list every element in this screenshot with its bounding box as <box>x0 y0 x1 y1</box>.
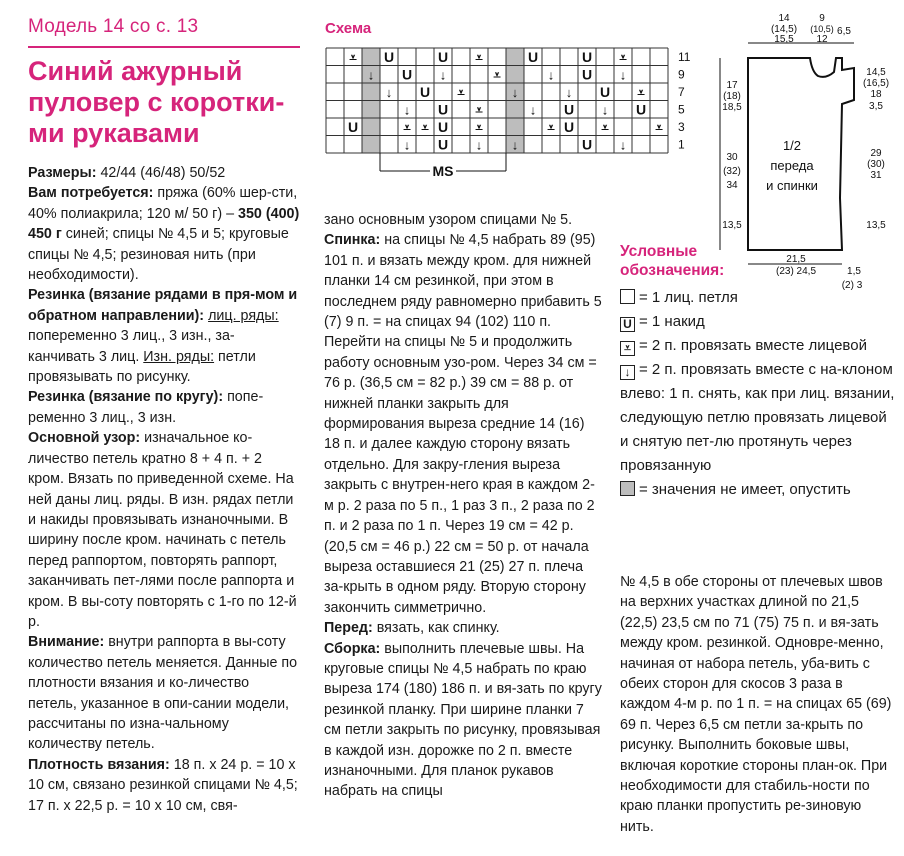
chart-row-number: 1 <box>678 137 685 152</box>
legend-title: Условные обозначения: <box>620 243 725 279</box>
schematic-label: (18) <box>723 91 741 102</box>
yarn-over-icon: U <box>635 101 647 118</box>
back-paragraph <box>324 230 602 618</box>
main-pattern-label: Основной узор: <box>28 430 141 447</box>
ssk-icon: ↓ <box>511 84 519 100</box>
yarn-over-icon: U <box>581 136 593 153</box>
chart-row-number: 5 <box>678 102 685 117</box>
chart-grey-cell <box>362 83 380 101</box>
chart-row-number: 9 <box>678 67 685 82</box>
schematic-label: 18 <box>870 89 882 100</box>
ssk-icon: ↓ <box>367 67 375 83</box>
k2tog-icon: ⩡ <box>475 102 483 118</box>
yarn-over-icon: U <box>383 48 395 65</box>
chart-grey-cell <box>506 118 524 136</box>
schematic-label: (32) <box>723 166 741 177</box>
schematic-label: (2) 3 <box>841 280 863 291</box>
k2tog-icon: ⩡ <box>475 119 483 135</box>
legend-item <box>620 334 896 358</box>
yarn-over-icon: U <box>437 48 449 65</box>
title-rule <box>28 46 300 48</box>
k2tog-icon: ⩡ <box>421 119 429 135</box>
k2tog-icon: ⩡ <box>601 119 609 135</box>
density-text: 18 п. х 24 р. = 10 х 10 см, связано резинкой спицами № 4,5; 17 п. х 22,5 р. = 10 х 10 см, свя- <box>28 756 298 814</box>
ssk-icon: ↓ <box>403 137 411 153</box>
materials-text: пряжа (60% шер-сти, 40% полиакрила; 120 м/ 50 г) – <box>28 185 298 222</box>
schematic-label: (30) <box>867 159 885 170</box>
schematic-label: 12 <box>816 34 828 45</box>
legend-item <box>620 310 896 334</box>
sizes-paragraph <box>28 163 300 183</box>
schema-title: Схема <box>325 20 372 37</box>
chart-grey-cell <box>362 118 380 136</box>
sizes-label: Размеры: <box>28 165 97 181</box>
ssk-icon: ↓ <box>403 102 411 118</box>
ssk-icon: ↓ <box>620 365 635 380</box>
chart-grey-cell <box>506 101 524 119</box>
schematic-label: 6,5 <box>837 26 851 37</box>
materials-label: Вам потребуется: <box>28 185 154 202</box>
ms-label: MS <box>432 163 454 179</box>
center-label: переда <box>770 158 814 173</box>
schematic-label: (14,5) <box>770 24 798 35</box>
density-label: Плотность вязания: <box>28 756 170 773</box>
garment-schematic <box>712 8 896 293</box>
schematic-label: 31 <box>870 170 882 181</box>
assembly-label: Сборка: <box>324 640 381 657</box>
schematic-label: 9 <box>819 13 825 24</box>
chart-grey-cell <box>362 48 380 66</box>
k2tog-icon: ⩡ <box>493 67 501 83</box>
materials-paragraph <box>28 183 300 285</box>
k2tog-icon: ⩡ <box>403 119 411 135</box>
ssk-icon: ↓ <box>547 67 555 83</box>
k2tog-icon: ⩡ <box>457 84 465 100</box>
yarn-weight: 350 (400) 450 г <box>28 205 300 243</box>
schematic-label: 13,5 <box>866 220 886 231</box>
ssk-icon: ↓ <box>619 67 627 83</box>
schematic-label: 14 <box>778 13 790 24</box>
materials-text-2: синей; спицы № 4,5 и 5; круговые спицы № 4,5; резиновая нить (при необходимости). <box>28 226 289 284</box>
chart-grey-cell <box>362 101 380 119</box>
k2tog-icon: ⩡ <box>619 49 627 65</box>
assembly-text: выполнить плечевые швы. На круговые спицы № 4,5 набрать по краю выреза 174 (180) 186 п. и вя-зать по кругу резинкой планку. При ширине планки 7 см петли закрыть по рисунку, провязывая в каждой изн. дорожке по 2 п. вместе изнаночными. Для планок рукавов набрать на спицы <box>324 640 602 800</box>
ssk-icon: ↓ <box>529 102 537 118</box>
ssk-icon: ↓ <box>439 67 447 83</box>
body-outline <box>748 58 854 250</box>
yarn-over-icon: U <box>437 118 449 135</box>
chart-row-number: 11 <box>678 50 691 64</box>
rib-flat-ws: Изн. ряды: <box>143 348 215 365</box>
knitting-chart <box>324 46 714 186</box>
schematic-label: 3,5 <box>869 101 883 112</box>
legend-item <box>620 286 896 310</box>
yarn-over-icon: U <box>581 66 593 83</box>
yarn-over-icon: U <box>437 136 449 153</box>
rib-round-label: Резинка (вязание по кругу): <box>28 389 224 406</box>
chart-grey-cell <box>506 66 524 84</box>
schematic-label: 13,5 <box>722 220 742 231</box>
schematic-label: (23) 24,5 <box>775 266 817 277</box>
schematic-label: 14,5 <box>866 67 886 78</box>
no-stitch-icon <box>620 481 635 496</box>
knit-stitch-icon <box>620 289 635 304</box>
schematic-label: 15,5 <box>774 34 794 45</box>
ssk-icon: ↓ <box>565 84 573 100</box>
legend-text: = значения не имеет, опустить <box>639 481 851 498</box>
k2tog-icon: ⩡ <box>655 119 663 135</box>
attention-text: внутри раппорта в вы-соту количество петель меняется. Данные по плотности вязания и ко-личество петель, указанное в опи-сании модели, рассчитаны по изна-чальному количеству петель. <box>28 634 298 753</box>
attention-paragraph <box>28 632 300 754</box>
sizes-value: 42/44 (46/48) 50/52 <box>96 165 226 181</box>
yarn-over-icon: U <box>527 48 539 65</box>
sleeve-band-text: № 4,5 в обе стороны от плечевых швов на верхних участках длиной по 21,5 (22,5) 23,5 см по 71 (75) 75 п. и вя-зать между кром. резинкой. Одновре-менно, начиная от набора петель, уба-вить с обеих сторон для скосов 3 раза в каждом 4-м р. по 1 п. = на спицах 65 (69) 69 п. Через 6,5 см петли за-крыть по рисунку. Выполнить боковые швы, включая короткие стороны план-ок. При необходимости для стабиль-ности по краю планки пропустить ре-зиновую нить. <box>620 574 892 835</box>
attention-label: Внимание: <box>28 634 105 651</box>
k2tog-icon: ⩡ <box>637 84 645 100</box>
legend-text: = 2 п. провязать вместе лицевой <box>639 337 867 354</box>
yarn-over-icon: U <box>419 83 431 100</box>
front-text: вязать, как спинку. <box>372 620 500 637</box>
yarn-over-icon: U <box>563 118 575 135</box>
chart-grey-cell <box>506 48 524 66</box>
model-reference: Модель 14 со с. 13 <box>28 16 199 37</box>
schematic-label: (10,5) <box>810 24 834 34</box>
k2tog-icon: ⩡ <box>547 119 555 135</box>
k2tog-icon: ⩡ <box>475 49 483 65</box>
schematic-label: 17 <box>726 80 738 91</box>
schematic-label: (16,5) <box>862 78 890 89</box>
k2tog-icon: ⩡ <box>349 49 357 65</box>
ssk-icon: ↓ <box>619 137 627 153</box>
legend-item <box>620 478 896 502</box>
yarn-over-icon: U <box>563 101 575 118</box>
chart-row-number: 7 <box>678 85 685 99</box>
column-2 <box>324 210 602 802</box>
legend-text: = 2 п. провязать вместе с на-клоном влево: 1 п. снять, как при лиц. вязании, следующую петлю провязать лицевой и снятую пет-лю протянуть через провязанную <box>620 361 895 474</box>
column-1 <box>28 163 300 816</box>
rib-flat-text-2: петли провязывать по рисунку. <box>28 348 256 386</box>
main-pattern-text: изначальное ко-личество петель кратно 8 + 4 п. + 2 кром. Вязать по приведенной схеме. На ней даны лиц. ряды. В изн. рядах петли и накиды провязывать изнаночными. В ширину после кром. начинать с петель перед раппортом, повторять раппорт, заканчивать пет-лями после раппорта и кром. В вы-соту повторять с 1-го по 12-й р. <box>28 430 297 630</box>
rib-flat-text: попеременно 3 лиц., 3 изн., за-канчивать 3 лиц. <box>28 328 235 365</box>
column-3 <box>620 572 896 837</box>
chart-grey-cell <box>362 136 380 154</box>
yarn-over-icon: U <box>437 101 449 118</box>
continuation-text: зано основным узором спицами № 5. <box>324 212 573 228</box>
schematic-label: 29 <box>870 148 882 159</box>
yarn-over-icon: U <box>401 66 413 83</box>
yarn-over-icon: U <box>599 83 611 100</box>
center-label: и спинки <box>766 178 818 193</box>
front-paragraph <box>324 618 602 638</box>
ssk-icon: ↓ <box>385 84 393 100</box>
ssk-icon: ↓ <box>601 102 609 118</box>
yarn-over-icon: U <box>620 317 635 332</box>
main-pattern-paragraph <box>28 428 300 632</box>
schematic-label: 18,5 <box>722 102 742 113</box>
rib-flat-rs: лиц. ряды: <box>208 307 279 324</box>
schematic-label: 1,5 <box>847 266 861 277</box>
page-title: Синий ажурный пуловер с коротки- ми рукавами <box>28 56 285 148</box>
ssk-icon: ↓ <box>475 137 483 153</box>
ssk-icon: ↓ <box>511 137 519 153</box>
assembly-paragraph <box>324 639 602 802</box>
back-text: на спицы № 4,5 набрать 89 (95) 101 п. и вязать между кром. для нижней планки 14 см резинкой, при этом в последнем ряду равномерно прибавить 5 (7) 9 п. = на спицах 94 (102) 110 п. Перейти на спицы № 5 и продолжить работу основным узо-ром. Через 34 см = 76 р. (36,5 см = 82 р.) 39 см = 88 р. от нижней планки закрыть для формирования выреза средние 14 (16) 18 п. и далее каждую сторону вязать отдельно. Для закру-гления выреза закрыть с внутрен-него края в каждом 2-м р. 2 раза по 5 п., 1 раз 3 п., 2 раза по 2 п. и 2 раза по 1 п. Через 19 см = 42 р. (20,5 см = 46 р.) 22 см = 50 р. от начала выреза оставшиеся 21 (25) 27 п. плеча за-крыть в одном ряду. Вторую сторону закончить симметрично. <box>324 232 602 616</box>
density-paragraph <box>28 755 300 816</box>
schematic-label: 34 <box>726 180 738 191</box>
rib-round-text: попе-ременно 3 лиц., 3 изн. <box>28 389 264 426</box>
legend-text: = 1 накид <box>639 313 705 330</box>
front-label: Перед: <box>324 620 373 637</box>
k2tog-icon: ⩡ <box>620 341 635 356</box>
legend-text: = 1 лиц. петля <box>639 289 738 306</box>
schematic-label: 21,5 <box>786 254 806 265</box>
legend <box>620 286 896 502</box>
yarn-over-icon: U <box>581 48 593 65</box>
rib-flat-paragraph <box>28 285 300 387</box>
rib-round-paragraph <box>28 387 300 428</box>
schematic-label: 30 <box>726 152 738 163</box>
back-label: Спинка: <box>324 232 381 249</box>
rib-flat-label: Резинка (вязание рядами в пря-мом и обратном направлении): <box>28 287 298 324</box>
chart-row-number: 3 <box>678 120 685 134</box>
yarn-over-icon: U <box>347 118 359 135</box>
legend-item <box>620 358 896 478</box>
center-label: 1/2 <box>782 138 802 153</box>
